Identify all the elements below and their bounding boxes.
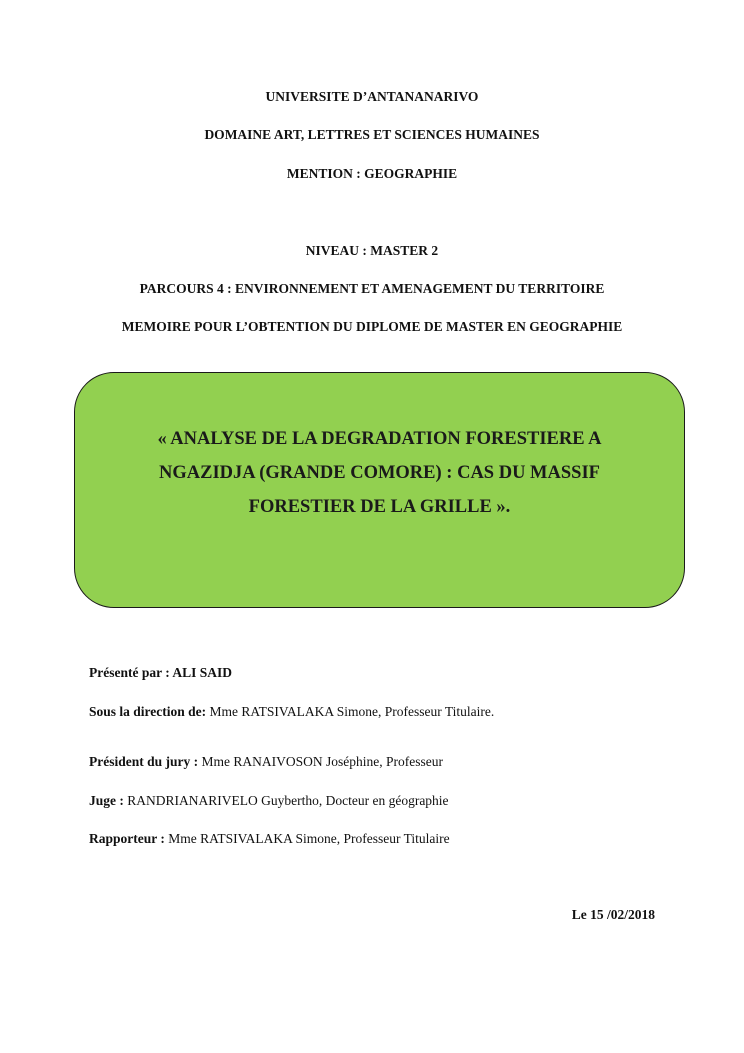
domain-name: DOMAINE ART, LETTRES ET SCIENCES HUMAINES: [204, 127, 540, 142]
university-name: UNIVERSITE D’ANTANANARIVO: [265, 89, 479, 104]
thesis-title-line-3: FORESTIER DE LA GRILLE ».: [248, 497, 511, 517]
track: PARCOURS 4 : ENVIRONNEMENT ET AMENAGEMENT DU TERRITOIRE: [139, 281, 605, 296]
level: NIVEAU : MASTER 2: [305, 243, 439, 258]
jury-judge-label: Juge :: [89, 793, 124, 808]
thesis-type: MEMOIRE POUR L’OBTENTION DU DIPLOME DE MASTER EN GEOGRAPHIE: [121, 319, 623, 334]
document-date: Le 15 /02/2018: [571, 907, 655, 922]
thesis-title-line-2: NGAZIDJA (GRANDE COMORE) : CAS DU MASSIF: [159, 463, 600, 483]
jury-president: [89, 754, 443, 770]
thesis-title: [75, 422, 684, 524]
jury-judge-value: RANDRIANARIVELO Guybertho, Docteur en géographie: [123, 793, 449, 808]
rapporteur-value: Mme RATSIVALAKA Simone, Professeur Titulaire: [164, 831, 450, 846]
rapporteur-label: Rapporteur :: [89, 831, 165, 846]
supervision: [89, 704, 494, 720]
jury-president-value: Mme RANAIVOSON Joséphine, Professeur: [198, 754, 443, 769]
presented-by-label: Présenté par : ALI SAID: [89, 665, 232, 680]
thesis-title-line-1: « ANALYSE DE LA DEGRADATION FORESTIERE A: [157, 429, 602, 449]
supervision-value: Mme RATSIVALAKA Simone, Professeur Titulaire.: [206, 704, 495, 719]
supervision-label: Sous la direction de:: [89, 704, 207, 719]
jury-judge: [89, 793, 449, 809]
thesis-title-box: [74, 372, 685, 608]
mention: MENTION : GEOGRAPHIE: [286, 166, 458, 181]
rapporteur: [89, 831, 450, 847]
jury-president-label: Président du jury :: [89, 754, 199, 769]
presented-by: [89, 665, 232, 681]
